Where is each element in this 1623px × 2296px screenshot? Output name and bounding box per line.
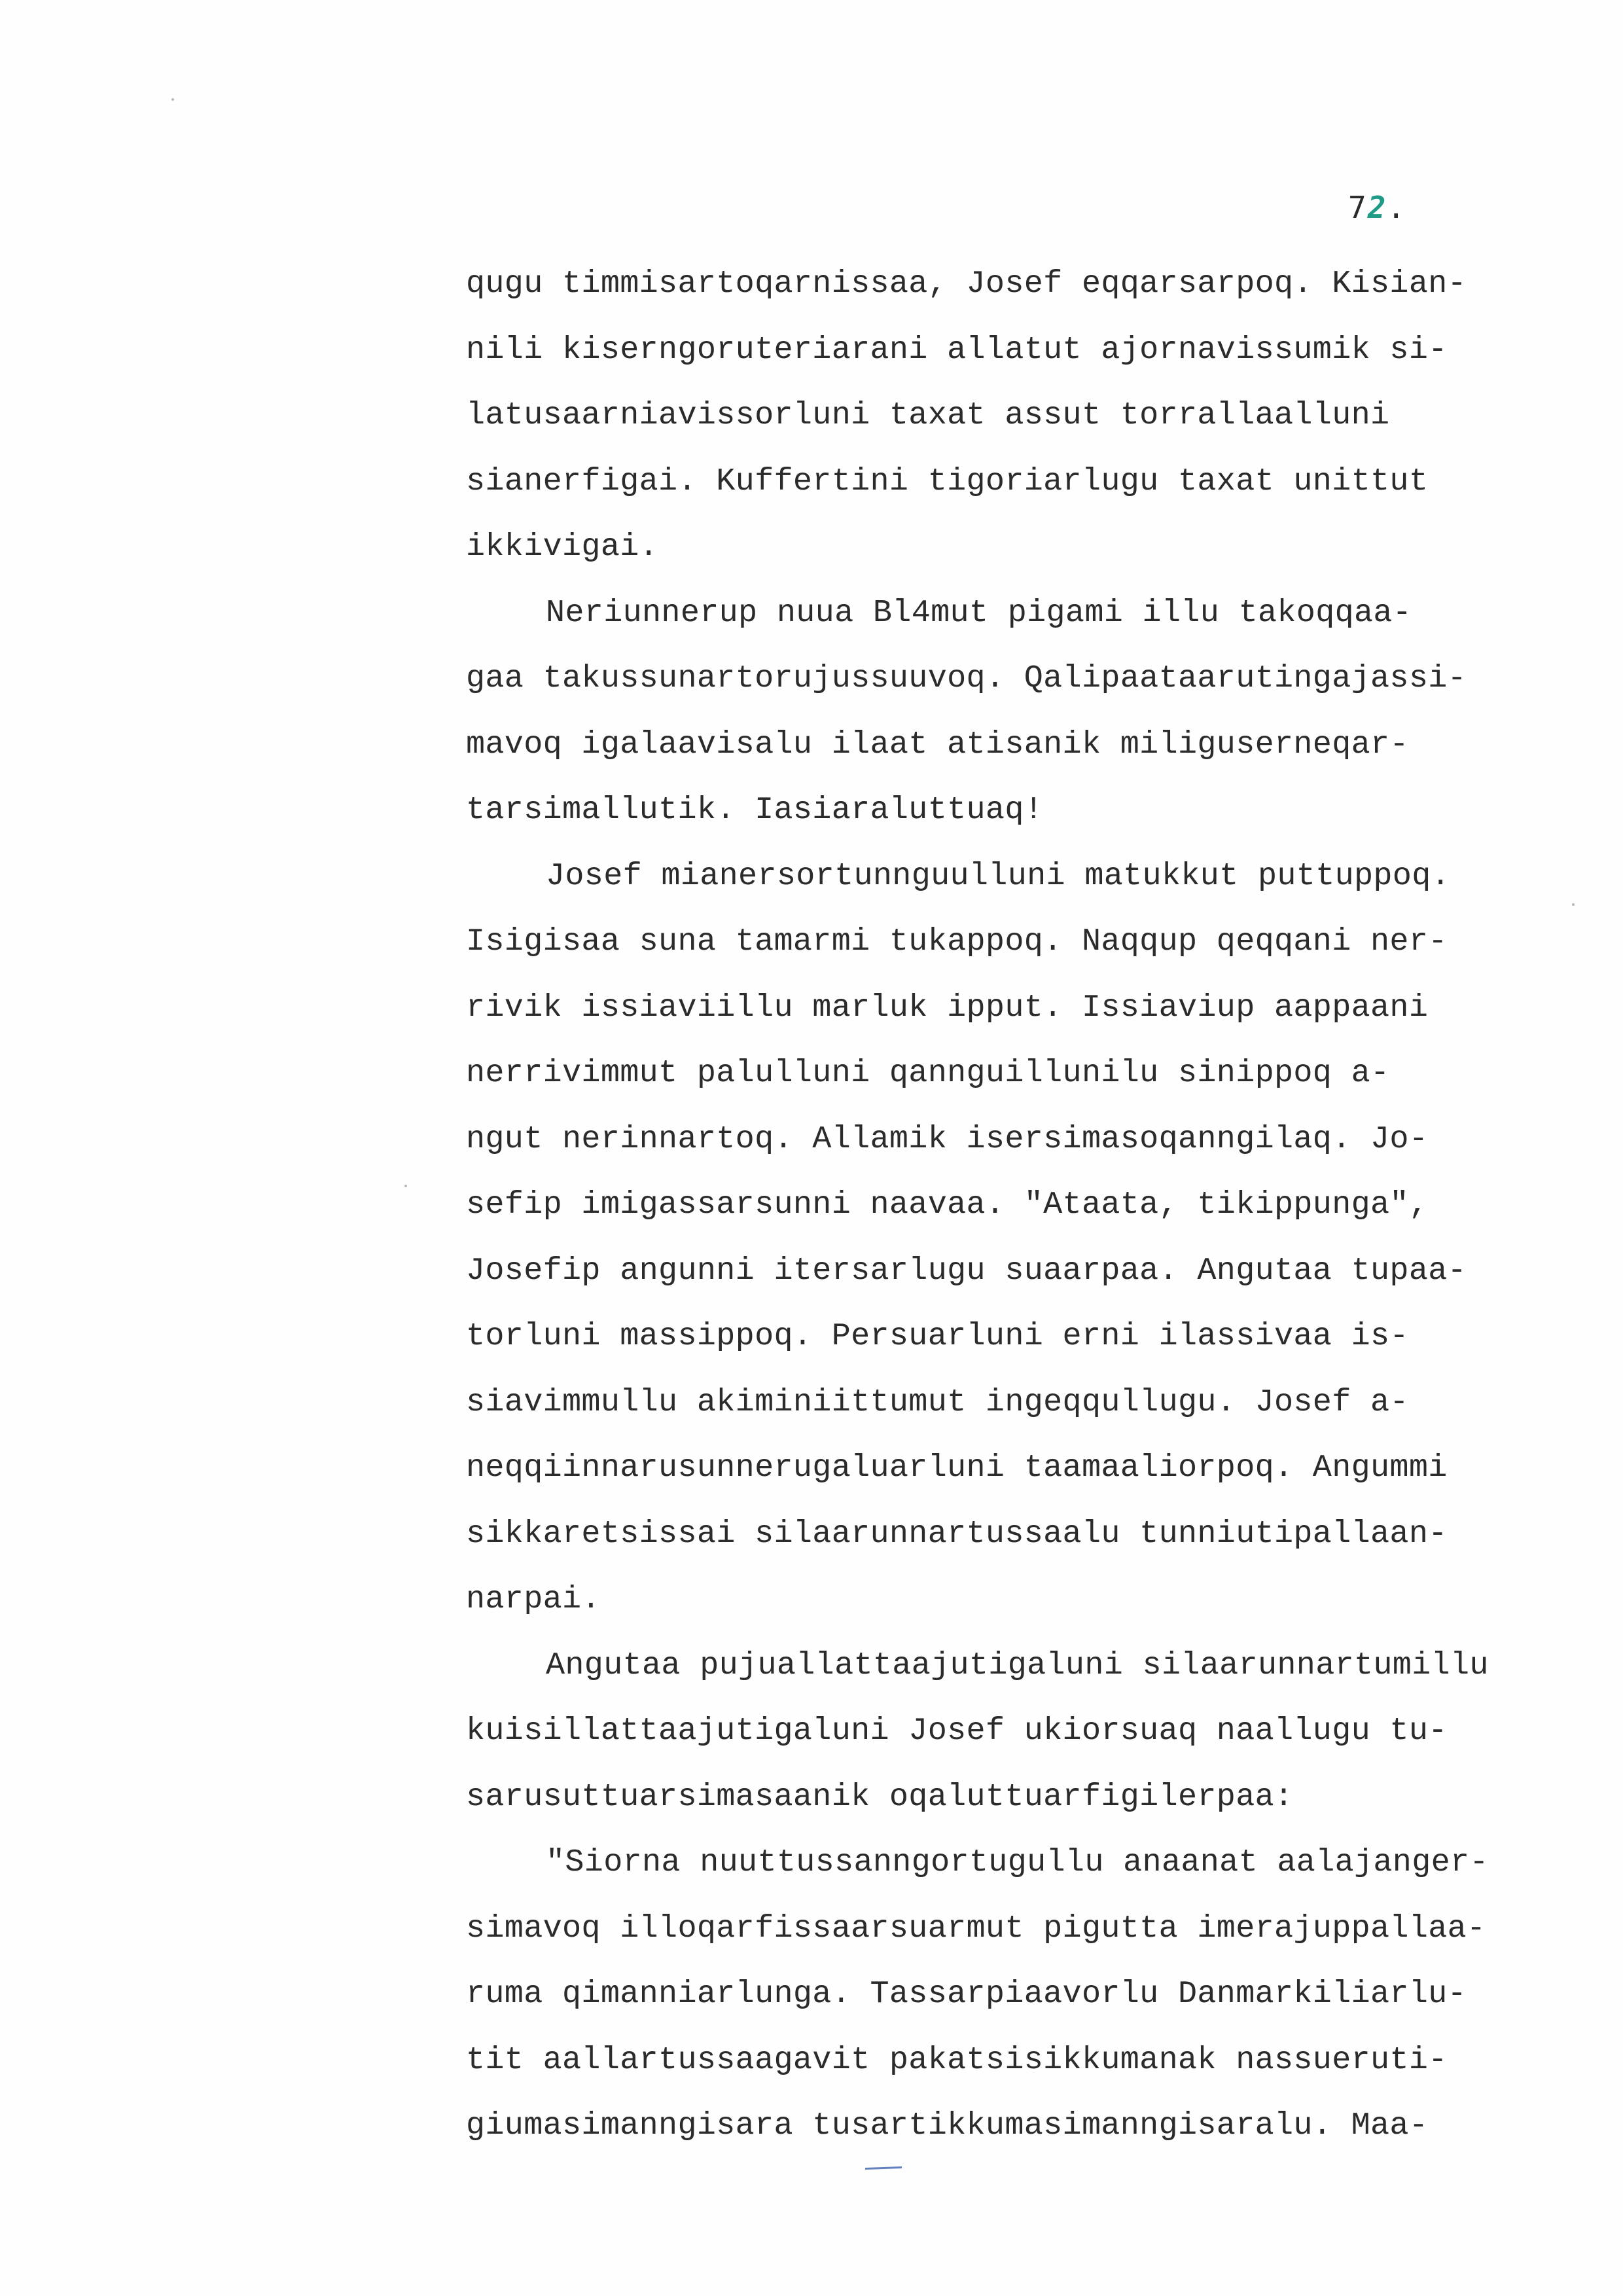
text-line: siavimmullu akiminiittumut ingeqqullugu. Josef a- (466, 1384, 1409, 1420)
text-line: Neriunnerup nuua Bl4mut pigami illu takoqqaa- (546, 594, 1412, 631)
text-line: tit aallartussaagavit pakatsisikkumanak nassueruti- (466, 2041, 1448, 2078)
text-line: simavoq illoqarfissaarsuarmut pigutta imerajuppallaa- (466, 1910, 1486, 1946)
page-number (1348, 190, 1406, 225)
paper-speck (171, 98, 174, 101)
paper-speck (404, 1185, 407, 1187)
text-line: sianerfigai. Kuffertini tigoriarlugu taxat unittut (466, 463, 1429, 499)
page-number-printed: 7 (1348, 190, 1368, 225)
text-line: sarusuttuarsimasaanik oqaluttuarfigilerpaa: (466, 1778, 1294, 1815)
text-line: Josefip angunni itersarlugu suaarpaa. Angutaa tupaa- (466, 1252, 1467, 1289)
page-number-handwritten: 2 (1367, 190, 1387, 225)
text-line: Angutaa pujuallattaajutigaluni silaarunnartumillu (546, 1647, 1489, 1683)
paper-speck (1572, 903, 1575, 906)
text-line: sefip imigassarsunni naavaa. "Ataata, tikippunga", (466, 1187, 1429, 1223)
text-line: sikkaretsissai silaarunnartussaalu tunniutipallaan- (466, 1515, 1448, 1552)
text-line: Josef mianersortunnguulluni matukkut puttuppoq. (546, 857, 1451, 894)
text-line: "Siorna nuuttussanngortugullu anaanat aalajanger- (546, 1844, 1489, 1880)
text-line: qugu timmisartoqarnissaa, Josef eqqarsarpoq. Kisian- (466, 266, 1467, 302)
text-line: gaa takussunartorujussuuvoq. Qalipaataarutingajassi- (466, 660, 1467, 696)
text-line: narpai. (466, 1581, 601, 1617)
text-line: latusaarniavissorluni taxat assut torrallaalluni (466, 397, 1390, 433)
text-line: nerrivimmut palulluni qannguillunilu sinippoq a- (466, 1055, 1390, 1091)
text-line: ikkivigai. (466, 529, 659, 565)
text-line: nili kiserngoruteriarani allatut ajornavissumik si- (466, 331, 1448, 368)
text-line: ruma qimanniarlunga. Tassarpiaavorlu Danmarkiliarlu- (466, 1976, 1467, 2012)
text-line: ngut nerinnartoq. Allamik isersimasoqanngilaq. Jo- (466, 1121, 1429, 1157)
text-line: kuisillattaajutigaluni Josef ukiorsuaq naallugu tu- (466, 1713, 1448, 1749)
text-line: torluni massippoq. Persuarluni erni ilassivaa is- (466, 1318, 1409, 1354)
page-number-suffix: . (1387, 190, 1407, 225)
text-line: giumasimanngisara tusartikkumasimanngisaralu. Maa- (466, 2108, 1429, 2144)
pen-underline-mark (865, 2166, 902, 2170)
text-line: mavoq igalaavisalu ilaat atisanik miliguserneqar- (466, 726, 1409, 762)
text-line: neqqiinnarusunnerugaluarluni taamaaliorpoq. Angummi (466, 1450, 1448, 1486)
text-line: Isigisaa suna tamarmi tukappoq. Naqqup qeqqani ner- (466, 924, 1448, 960)
text-line: rivik issiaviillu marluk ipput. Issiaviup aappaani (466, 989, 1429, 1026)
text-line: tarsimallutik. Iasiaraluttuaq! (466, 792, 1044, 828)
body-text (466, 251, 1539, 2159)
